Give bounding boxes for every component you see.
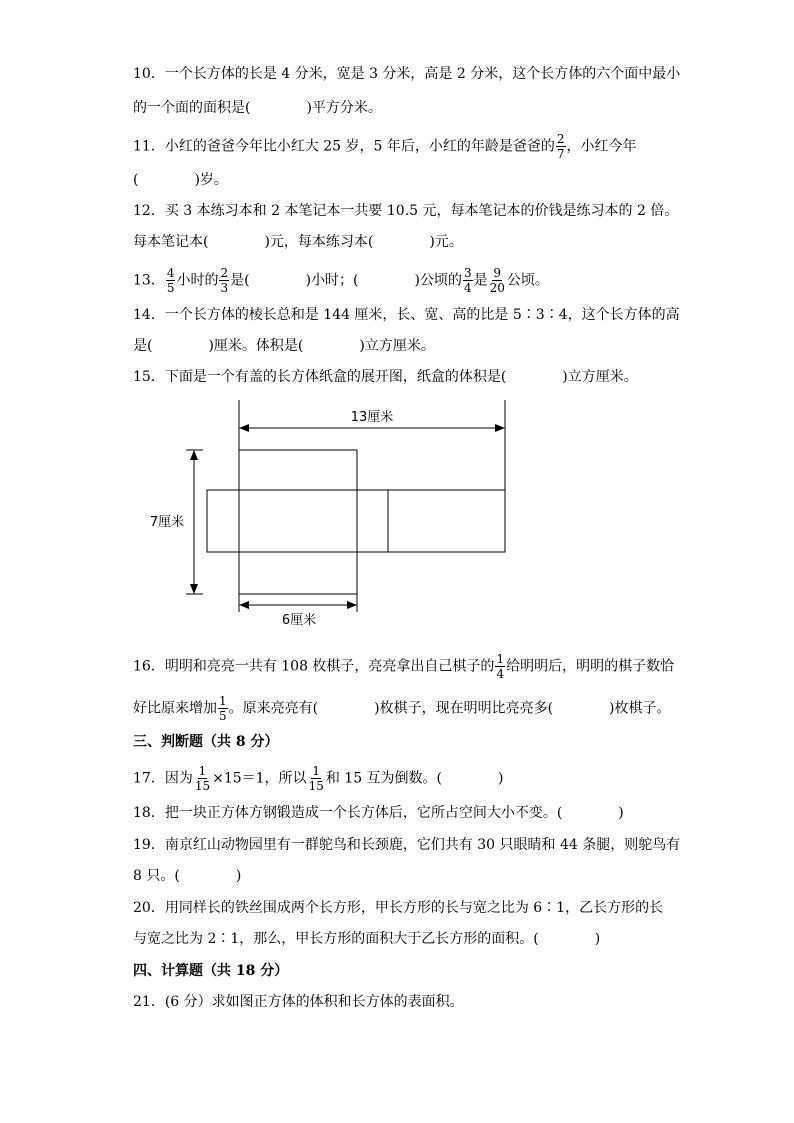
net-top-face bbox=[239, 450, 357, 490]
net-bottom-face bbox=[239, 552, 357, 594]
q17-fraction-1 bbox=[194, 764, 211, 793]
q17-text-a: ×15＝1，所以 bbox=[212, 770, 307, 787]
q21-line1: 21．(6 分）求如图正方体的体积和长方体的表面积。 bbox=[133, 994, 464, 1010]
label-7cm: 7厘米 bbox=[149, 515, 185, 530]
fraction-numerator: 1 bbox=[496, 652, 505, 666]
fraction-numerator: 2 bbox=[220, 266, 229, 280]
q15-line1: 15．下面是一个有盖的长方体纸盒的展开图，纸盒的体积是( )立方厘米。 bbox=[133, 369, 638, 385]
q12-line1: 12．买 3 本练习本和 2 本笔记本一共要 10.5 元，每本笔记本的价钱是练习本的 2 倍。 bbox=[133, 203, 679, 219]
label-13cm: 13厘米 bbox=[350, 410, 394, 425]
q16-text-b: 给明明后，明明的棋子数恰 bbox=[506, 658, 675, 675]
arrowhead-left-top bbox=[190, 450, 198, 460]
fraction-numerator: 4 bbox=[166, 266, 175, 280]
fraction-numerator: 3 bbox=[463, 266, 472, 280]
fraction-denominator: 3 bbox=[220, 281, 229, 295]
q13-prefix: 13． bbox=[133, 272, 165, 289]
q18-line1: 18．把一块正方体方钢锻造成一个长方体后，它所占空间大小不变。( ) bbox=[133, 805, 624, 821]
net-front-face bbox=[239, 490, 357, 552]
net-right-face bbox=[357, 490, 388, 552]
fraction-denominator: 5 bbox=[166, 281, 175, 295]
q14-line1: 14．一个长方体的棱长总和是 144 厘米，长、宽、高的比是 5∶3∶4，这个长方体的高 bbox=[133, 307, 680, 323]
fraction-numerator: 9 bbox=[493, 266, 502, 280]
arrowhead-top-right bbox=[495, 424, 505, 432]
fraction-denominator: 5 bbox=[219, 709, 227, 723]
q13-text-d: 公顷。 bbox=[506, 272, 549, 289]
section-4-title: 四、计算题（共 18 分） bbox=[133, 963, 289, 979]
fraction-numerator: 2 bbox=[556, 132, 565, 146]
net-back-face bbox=[388, 490, 505, 552]
fraction-numerator: 1 bbox=[198, 764, 207, 778]
q10-line2: 的一个面的面积是( )平方分米。 bbox=[133, 100, 382, 116]
q20-line2: 与宽之比为 2∶1，那么，甲长方形的面积大于乙长方形的面积。( ) bbox=[133, 931, 601, 947]
q17-line1 bbox=[133, 764, 503, 793]
q17-text-b: 和 15 互为倒数。( ) bbox=[325, 770, 504, 787]
fraction-denominator: 4 bbox=[496, 667, 505, 681]
q16-fraction-1 bbox=[495, 652, 505, 681]
q10-line1: 10．一个长方体的长是 4 分米，宽是 3 分米，高是 2 分米，这个长方体的六个面中最小 bbox=[133, 66, 681, 82]
q20-line1: 20．用同样长的铁丝围成两个长方形，甲长方形的长与宽之比为 6∶1，乙长方形的长 bbox=[133, 900, 664, 916]
fraction-denominator: 20 bbox=[489, 281, 505, 295]
section-3-title: 三、判断题（共 8 分） bbox=[133, 734, 279, 750]
fraction-denominator: 15 bbox=[194, 779, 211, 793]
fraction-denominator: 15 bbox=[308, 779, 324, 793]
fraction-numerator: 1 bbox=[219, 694, 227, 708]
label-6cm: 6厘米 bbox=[281, 613, 317, 628]
q16-line1 bbox=[133, 652, 674, 681]
fraction-numerator: 1 bbox=[312, 764, 321, 778]
q16-text-d: 。原来亮亮有( )枚棋子，现在明明比亮亮多( )枚棋子。 bbox=[228, 700, 671, 717]
q16-text-a: 16．明明和亮亮一共有 108 枚棋子，亮亮拿出自己棋子的 bbox=[133, 658, 495, 675]
fraction-denominator: 7 bbox=[556, 147, 565, 161]
q12-line2: 每本笔记本( )元，每本练习本( )元。 bbox=[133, 234, 463, 250]
q19-line2: 8 只。( ) bbox=[133, 868, 242, 884]
q19-line1: 19．南京红山动物园里有一群鸵鸟和长颈鹿，它们共有 30 只眼睛和 44 条腿，则鸵鸟有 bbox=[133, 837, 681, 853]
arrowhead-top-left bbox=[239, 424, 249, 432]
q17-prefix: 17．因为 bbox=[133, 770, 193, 787]
fraction-denominator: 4 bbox=[463, 281, 472, 295]
arrowhead-bottom-right bbox=[347, 601, 357, 609]
q13-text-c: 是 bbox=[473, 272, 488, 289]
q13-text-a: 小时的 bbox=[176, 272, 219, 289]
q16-line2 bbox=[133, 694, 671, 723]
q16-text-c: 好比原来增加 bbox=[133, 700, 217, 717]
arrowhead-left-bottom bbox=[190, 584, 198, 594]
arrowhead-bottom-left bbox=[239, 601, 249, 609]
q11-text-b: ，小红今年 bbox=[566, 138, 637, 155]
q13-text-b: 是( )小时；( )公顷的 bbox=[230, 272, 462, 289]
q11-text-a: 11．小红的爸爸今年比小红大 25 岁，5 年后，小红的年龄是爸爸的 bbox=[133, 138, 555, 155]
q14-line2: 是( )厘米。体积是( )立方厘米。 bbox=[133, 338, 435, 354]
net-left-face bbox=[207, 490, 239, 552]
q16-fraction-2 bbox=[218, 694, 228, 723]
q11-line2: ( )岁。 bbox=[133, 172, 228, 188]
q17-fraction-2 bbox=[308, 764, 325, 793]
